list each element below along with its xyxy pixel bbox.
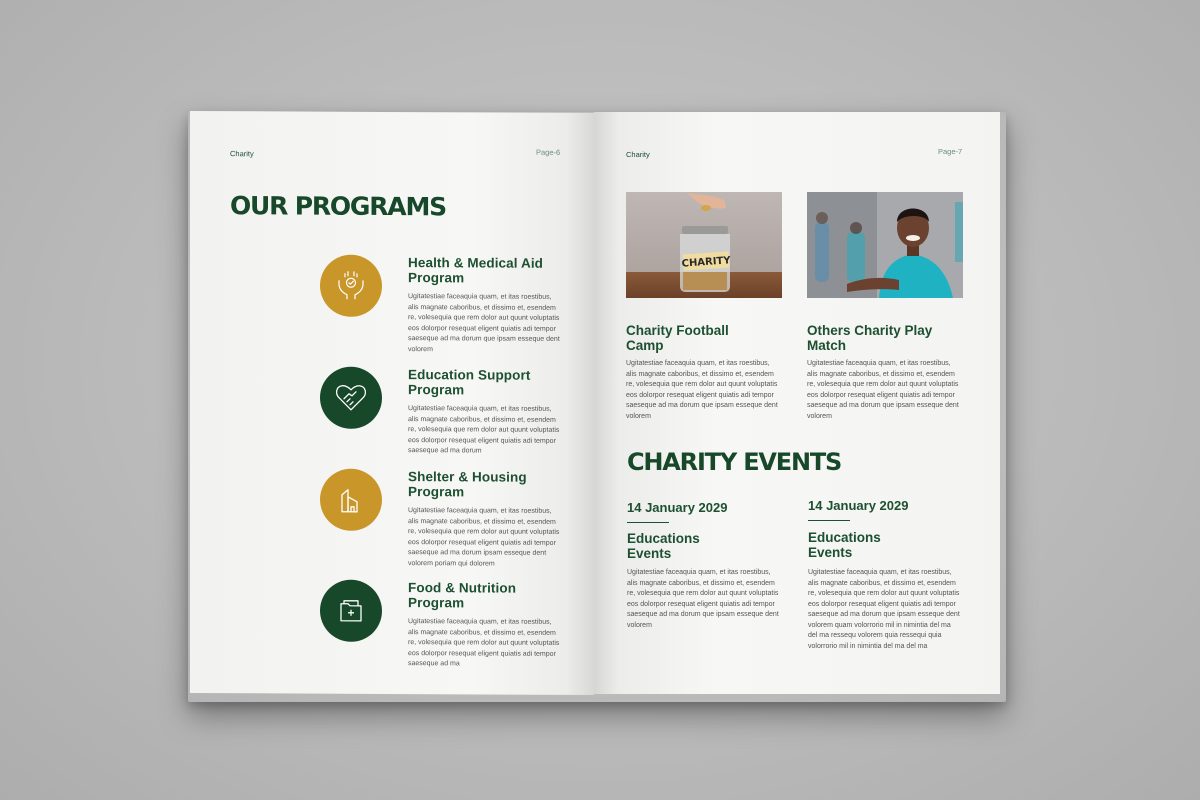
card-title: Others Charity Play Match xyxy=(807,323,933,353)
page-number: Page-6 xyxy=(536,147,561,157)
events-title: CHARITY EVENTS xyxy=(627,448,842,476)
left-page xyxy=(190,111,594,695)
heart-handshake-icon xyxy=(334,381,368,415)
program-description: Ugitatestiae faceaquia quam, et itas roestibus, alis magnate caboribus, et dissimo et, esendem re, volesequia que rem dolor aut quunt voluptatis eos dolorpor resequat eligent quiatis adi tempor saeseque ad ma dorum xyxy=(408,405,560,455)
building-icon xyxy=(336,485,366,515)
hands-heart-icon xyxy=(334,269,368,303)
event-description: Ugitatestiae faceaquia quam, et itas roestibus, alis magnate caboribus, et dissimo et, esendem re, volesequia que rem dolor aut quunt voluptatis eos dolorpor resequat eligent quiatis adi tempor saeseque ad ma dorum que ipsam esseque dent volorem xyxy=(627,569,779,629)
volunteer-photo xyxy=(807,192,963,298)
right-page xyxy=(594,112,1000,694)
program-title: Health & Medical Aid Program xyxy=(408,255,544,286)
event-date: 14 January 2029 xyxy=(627,500,728,515)
event-divider xyxy=(627,522,669,523)
event-date: 14 January 2029 xyxy=(808,498,909,513)
program-icon-circle xyxy=(320,469,382,531)
card-description: Ugitatestiae faceaquia quam, et itas roestibus, alis magnate caboribus, et dissimo et, esendem re, volesequia que rem dolor aut quunt voluptatis eos dolorpor resequat eligent quiatis adi tempor saeseque ad ma dorum que ipsam esseque dent volorem xyxy=(626,360,778,420)
event-title: Educations Events xyxy=(808,530,881,560)
program-title: Food & Nutrition Program xyxy=(408,580,517,611)
running-header: Charity xyxy=(626,150,650,159)
card-description: Ugitatestiae faceaquia quam, et itas roestibus, alis magnate caboribus, et dissimo et, esendem re, volesequia que rem dolor aut quunt voluptatis eos dolorpor resequat eligent quiatis adi tempor saeseque ad ma dorum que ipsam esseque dent volorem xyxy=(807,360,959,420)
event-divider xyxy=(808,520,850,521)
page-title: OUR PROGRAMS xyxy=(230,191,446,222)
program-description: Ugitatestiae faceaquia quam, et itas roestibus, alis magnate caboribus, et dissimo et, esendem re, volesequia que rem dolor aut quunt voluptatis eos dolorpor resequat eligent quiatis adi tempor saeseque ad ma xyxy=(408,618,560,668)
program-description: Ugitatestiae faceaquia quam, et itas roestibus, alis magnate caboribus, et dissimo et, esendem re, volesequia que rem dolor aut quunt voluptatis eos dolorpor resequat eligent quiatis adi tempor saeseque ad ma dorum ipsam esseque dent volorem poriam qui dolorem xyxy=(408,507,560,568)
medical-folder-icon xyxy=(336,596,366,626)
page-number: Page-7 xyxy=(938,147,963,156)
program-icon-circle xyxy=(320,580,382,642)
charity-jar-photo xyxy=(626,192,782,298)
program-icon-circle xyxy=(320,367,382,429)
program-title: Shelter & Housing Program xyxy=(408,469,527,500)
running-header: Charity xyxy=(230,149,254,159)
program-description: Ugitatestiae faceaquia quam, et itas roestibus, alis magnate caboribus, et dissimo et, esendem re, volesequia que rem dolor aut quunt voluptatis eos dolorpor resequat eligent quiatis adi tempor saeseque ad ma dorum que ipsam esseque dent volorem xyxy=(408,293,560,353)
program-title: Education Support Program xyxy=(408,367,531,398)
card-title: Charity Football Camp xyxy=(626,323,729,353)
program-icon-circle xyxy=(320,255,382,317)
jar-label: CHARITY xyxy=(681,255,731,270)
event-description: Ugitatestiae faceaquia quam, et itas roestibus, alis magnate caboribus, et dissimo et, esendem re, volesequia que rem dolor aut quunt voluptatis eos dolorpor resequat eligent quiatis adi tempor saeseque ad ma dorum que ipsam esseque dent volorem quam volorrorio mil in nimintia del ma del ma ressequ volorem quia ressequi quia volorrorio mil in nimintia del ma del ma xyxy=(808,569,960,650)
event-title: Educations Events xyxy=(627,531,700,561)
